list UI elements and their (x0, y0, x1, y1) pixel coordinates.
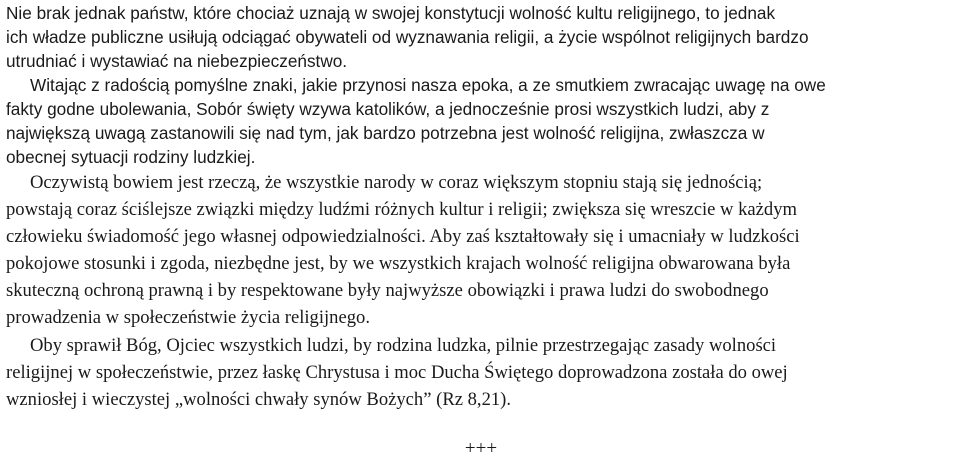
paragraph-2: Witając z radością pomyślne znaki, jakie przynosi nasza epoka, a ze smutkiem zwracając uwagę na owe fakty godne ubolewania, Sobór święty wzywa katolików, a jednocześnie prosi wszystkich ludzi, aby z największą uwagą zastanowili się nad tym, jak bardzo potrzebna jest wolność religijna, zwłaszcza w obecnej sytuacji rodziny ludzkiej. (6, 75, 826, 167)
paragraph-4: Oby sprawił Bóg, Ojciec wszystkich ludzi, by rodzina ludzka, pilnie przestrzegając zasady wolności religijnej w społeczeństwie, przez łaskę Chrystusa i moc Ducha Świętego doprowadzona została do owej wzniosłej i wieczystej „wolności chwały synów Bożych” (Rz 8,21). (6, 334, 788, 410)
section-separator: +++ (464, 438, 498, 459)
paragraph-3: Oczywistą bowiem jest rzeczą, że wszystkie narody w coraz większym stopniu stają się jednością; powstają coraz ściślejsze związki między ludźmi różnych kultur i religii; zwiększa się wreszcie w każdym człowieku świadomość jego własnej odpowiedzialności. Aby zaś kształtowały się i umacniały w ludzkości pokojowe stosunki i zgoda, niezbędne jest, by we wszystkich krajach wolność religijna obwarowana była skuteczną ochroną prawną i by respektowane były najwyższe obowiązki i prawa ludzi do swobodnego prowadzenia w społeczeństwie życia religijnego. (6, 172, 800, 329)
paragraph-1: Nie brak jednak państw, które chociaż uznają w swojej konstytucji wolność kultu religijnego, to jednak ich władze publiczne usiłują odciągać obywateli od wyznawania religii, a życie wspólnot religijnych bardzo utrudniać i wystawiać na niebezpieczeństwo. (6, 3, 809, 71)
document-body (6, 0, 956, 459)
